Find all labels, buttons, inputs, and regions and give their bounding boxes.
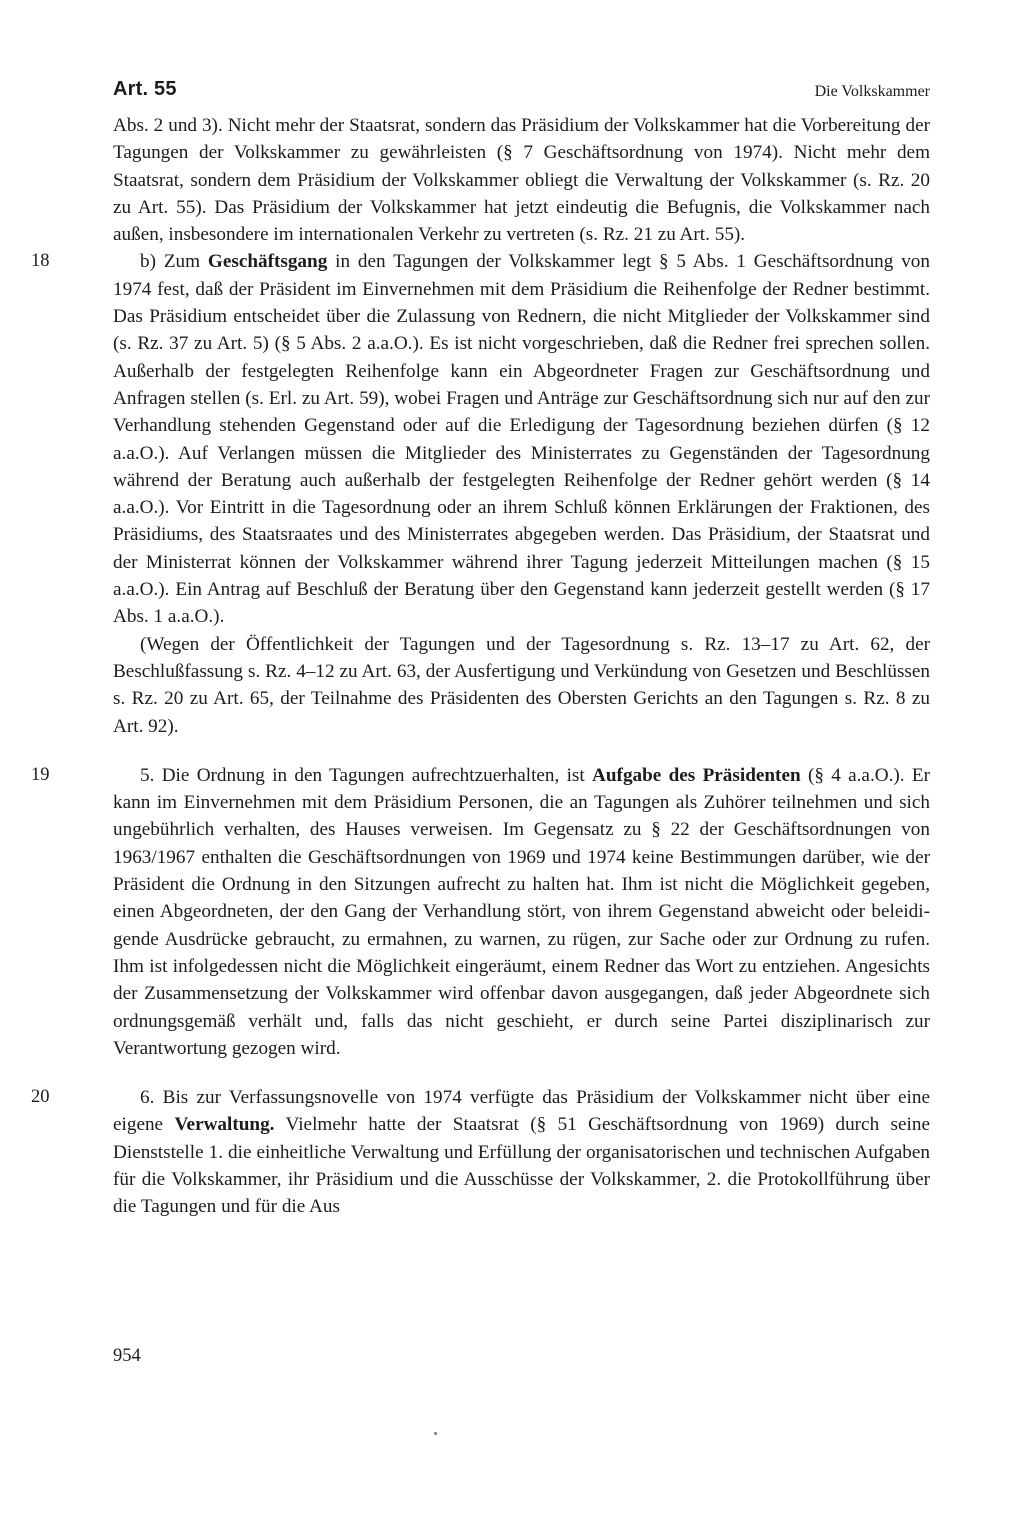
running-head: Die Volkskammer <box>814 83 930 100</box>
paragraph-text: (Wegen der Öffentlichkeit der Tagungen und der Tagesordnung s. Rz. 13–17 zu Art. 62, der Beschlußfassung s. Rz. 4–12 zu Art. 63, der Ausfertigung und Verkündung von Gesetzen und Beschlüssen s. Rz. 20 zu Art. 65, der Teilnahme des Präsidenten des Obersten Gerichts an den Tagungen s. Rz. 8 zu Art. 92). <box>113 633 930 737</box>
paragraph-text: Abs. 2 und 3). Nicht mehr der Staatsrat, sondern das Präsidium der Volkskammer hat die Vorbereitung der Tagungen der Volkskammer zu gewährleisten (§ 7 Geschäftsordnung von 1974). Nicht mehr dem Staatsrat, sondern dem Präsidium der Volkskammer obliegt die Verwaltung der Volkskammer (s. Rz. 20 zu Art. 55). Das Präsidium der Volkskammer hat jetzt eindeutig die Befugnis, die Volkskammer nach außen, insbesondere im internationalen Verkehr zu vertreten (s. Rz. 21 zu Art. 55). <box>113 115 930 246</box>
paragraph-continuation <box>113 112 930 248</box>
article-heading: Art. 55 <box>113 78 177 100</box>
body-text <box>31 112 930 1221</box>
paragraph-text: Vielmehr hatte der Staatsrat (§ 51 Geschäftsordnung von 1969) durch seine Dienststelle 1. die einheitliche Verwaltung und Erfüllung der organisatorischen und technischen Aufgaben für die Volkskammer, ihr Präsidium und die Ausschüsse der Volkskammer, 2. die Protokollführung über die Tagungen und für die Aus <box>113 1114 930 1218</box>
emphasis-term: Aufgabe des Präsidenten <box>592 764 801 786</box>
paragraph-text: b) Zum <box>140 251 208 273</box>
page-number: 954 <box>113 1346 141 1366</box>
paragraph-text: 6. Bis zur Verfassungsnovelle von 1974 verfügte das Präsidium der Volkskammer nicht über eine eigene <box>113 1087 930 1136</box>
paragraph-text: 5. Die Ordnung in den Tagungen aufrechtzuerhalten, ist <box>140 764 593 786</box>
paragraph-rz-19 <box>31 762 930 1062</box>
paragraph-cross-references <box>113 631 930 740</box>
margin-number: 20 <box>31 1087 50 1108</box>
margin-number: 19 <box>31 764 50 785</box>
scan-speck <box>434 1432 437 1435</box>
paragraph-rz-18 <box>31 248 930 630</box>
emphasis-term: Geschäftsgang <box>207 251 328 273</box>
paragraph-rz-20 <box>31 1084 930 1220</box>
paragraph-text: in den Tagungen der Volkskammer legt § 5 Abs. 1 Geschäftsordnung von 1974 fest, daß der Präsident im Einvernehmen mit dem Präsidium die Reihenfolge der Redner bestimmt. Das Präsidium entscheidet über die Zulassung von Rednern, die nicht Mitglieder der Volkskammer sind (s. Rz. 37 zu Art. 5) (§ 5 Abs. 2 a.a.O.). Es ist nicht vorgeschrieben, daß die Redner frei sprechen sollen. Außerhalb der festgelegten Reihenfolge kann ein Abgeordneter Fragen zur Geschäftsordnung und Anfragen stellen (s. Erl. zu Art. 59), wobei Fragen und Anträge zur Geschäftsordnung sich nur auf den zur Verhandlung stehenden Gegenstand oder auf die Erledigung der Tagesordnung beziehen dürfen (§ 12 a.a.O.). Auf Verlangen müssen die Mitglieder des Ministerrates zu Gegenständen der Tagesordnung während der Beratung auch außerhalb der festgelegten Reihenfolge der Redner gehört werden (§ 14 a.a.O.). Vor Eintritt in die Tagesordnung oder an ihrem Schluß können Erklärungen der Fraktionen, des Präsidiums, des Staatsraates und des Ministerrates abgegeben werden. Das Präsidium, der Staatsrat und der Ministerrat können der Volkskammer während ihrer Tagung jederzeit Mitteilungen machen (§ 15 a.a.O.). Ein Antrag auf Beschluß der Beratung über den Gegenstand kann jederzeit gestellt werden (§ 17 Abs. 1 a.a.O.). <box>113 251 930 628</box>
emphasis-term: Verwaltung. <box>174 1114 275 1136</box>
margin-number: 18 <box>31 251 50 272</box>
paragraph-text: (§ 4 a.a.O.). Er kann im Einvernehmen mit dem Präsidium Personen, die an Tagungen als Zuhörer teilnehmen und sich ungebührlich verhalten, des Hauses verweisen. Im Gegensatz zu § 22 der Geschäftsordnungen von 1963/1967 enthalten die Geschäftsordnungen von 1969 und 1974 keine Bestimmungen darüber, wie der Präsident die Ordnung in den Sitzungen aufrecht zu halten hat. Ihm ist nicht die Möglichkeit gegeben, einen Abgeordneten, der den Gang der Verhandlung stört, von ihrem Gegenstand abweicht oder beleidigende Ausdrücke gebraucht, zu ermahnen, zu warnen, zu rügen, zur Sache oder zur Ordnung zu rufen. Ihm ist infolgedessen nicht die Möglichkeit eingeräumt, einem Redner das Wort zu entziehen. Angesichts der Zusammensetzung der Volkskammer wird offenbar davon ausgegangen, daß jeder Abgeordnete sich ordnungsgemäß verhält und, falls das nicht geschieht, er durch seine Partei disziplinarisch zur Verantwortung gezogen wird. <box>113 764 930 1059</box>
